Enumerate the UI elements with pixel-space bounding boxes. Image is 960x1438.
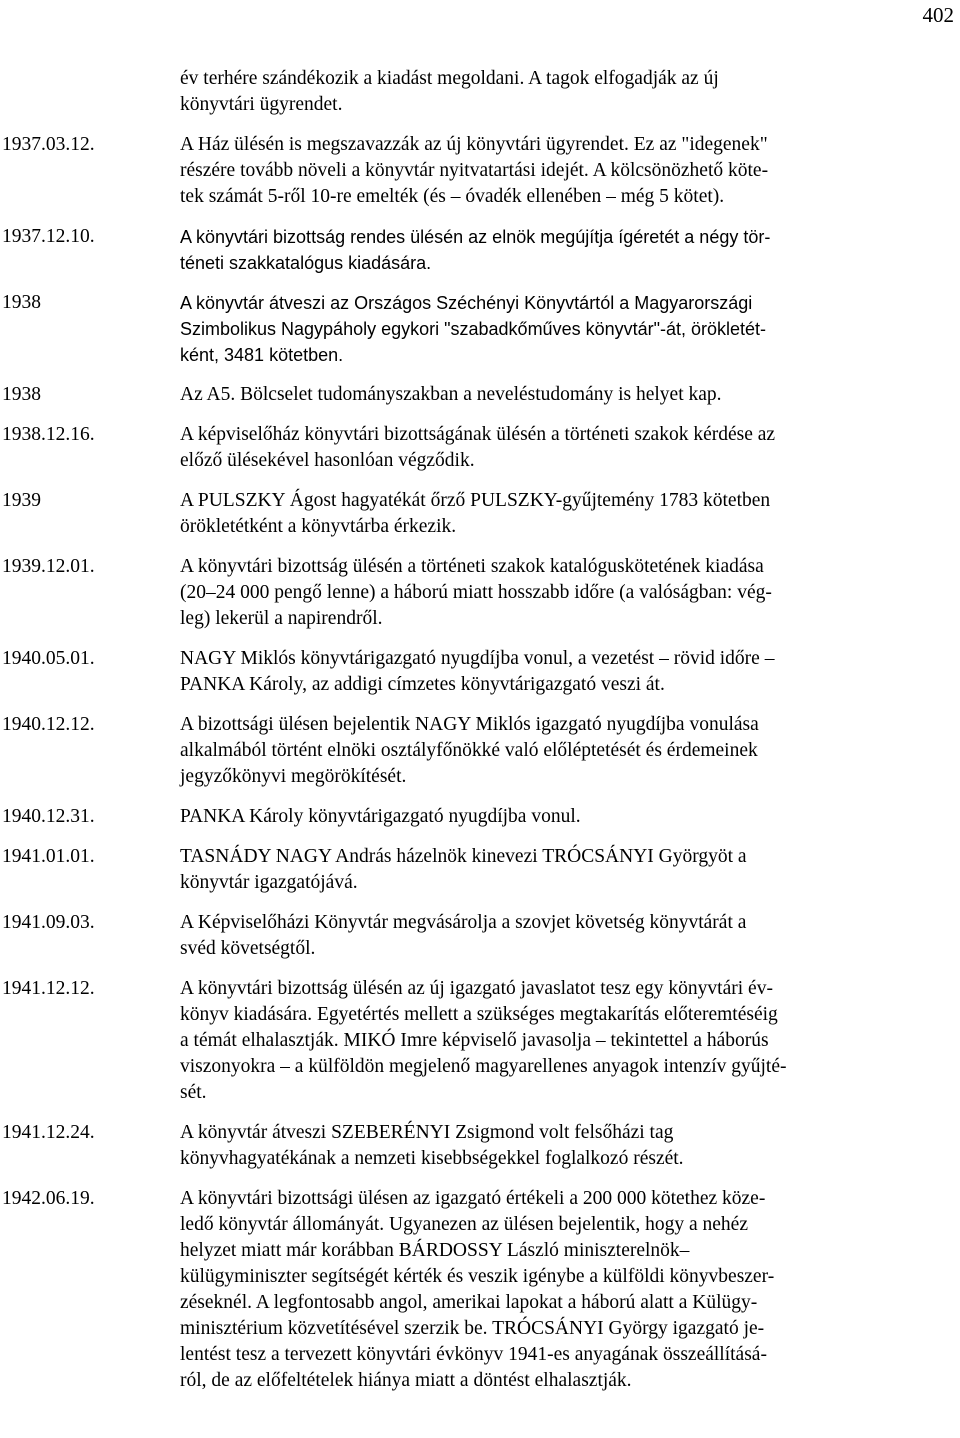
entry-text [180,554,956,632]
entry-date: 1939 [2,490,41,511]
text-line: külügyminiszter segítségét kérték és veszik igénybe a külföldi könyvbeszer- [180,1266,775,1287]
text-line: részére tovább növeli a könyvtár nyitvatartási idejét. A kölcsönözhető köte- [180,160,769,181]
text-line: könyvtár igazgatójává. [180,872,358,893]
entry-text [180,712,956,790]
entry-date: 1938 [2,384,41,405]
entry-date: 1941.01.01. [2,846,95,867]
entry-text [180,1120,956,1172]
text-line: A bizottsági ülésen bejelentik NAGY Miklós igazgató nyugdíjba vonulása [180,714,759,735]
entry-date: 1940.12.12. [2,714,95,735]
text-line: A Ház ülésén is megszavazzák az új könyvtári ügyrendet. Ez az "idegenek" [180,134,768,155]
text-line: Az A5. Bölcselet tudományszakban a neveléstudomány is helyet kap. [180,384,722,405]
chronology-entry [2,382,956,408]
chronology-entry [2,554,956,632]
chronology-entry [2,488,956,540]
entry-date: 1941.12.12. [2,978,95,999]
text-line: A könyvtári bizottság ülésén a történeti szakok katalóguskötetének kiadása [180,556,764,577]
text-line: svéd követségtől. [180,938,316,959]
entry-date: 1937.12.10. [2,226,95,247]
entry-date: 1941.12.24. [2,1122,95,1143]
text-line: év terhére szándékozik a kiadást megoldani. A tagok elfogadják az új [180,68,719,89]
text-line: A könyvtári bizottság rendes ülésén az elnök megújítja ígéretét a négy tör- [180,227,771,247]
text-line: TASNÁDY NAGY András házelnök kinevezi TRÓCSÁNYI Györgyöt a [180,846,747,867]
text-line: tek számát 5-ről 10-re emelték (és – óvadék ellenében – még 5 kötet). [180,186,725,207]
chronology-entry [2,804,956,830]
text-line: viszonyokra – a külföldön megjelenő magyarellenes anyagok intenzív gyűjté- [180,1056,787,1077]
text-line: ról, de az előfeltételek hiánya miatt a döntést elhalasztják. [180,1370,632,1391]
entry-text [180,132,956,210]
text-line: téneti szakkatalógus kiadására. [180,253,432,273]
entry-text [180,422,956,474]
text-line: A könyvtár átveszi SZEBERÉNYI Zsigmond volt felsőházi tag [180,1122,674,1143]
text-line: a témát elhalasztják. MIKÓ Imre képviselő javasolja – tekintettel a háborús [180,1030,769,1051]
entry-date: 1940.05.01. [2,648,95,669]
page-number: 402 [922,3,954,27]
entry-text [180,382,956,408]
entry-text [180,844,956,896]
text-line: A könyvtár átveszi az Országos Széchényi Könyvtártól a Magyarországi [180,293,753,313]
chronology-entry [2,422,956,474]
text-line: A könyvtári bizottság ülésén az új igazgató javaslatot tesz egy könyvtári év- [180,978,773,999]
text-line: zéseknél. A legfontosabb angol, amerikai lapokat a háború alatt a Külügy- [180,1292,758,1313]
entry-text [180,910,956,962]
text-line: sét. [180,1082,207,1103]
text-line: A Képviselőházi Könyvtár megvásárolja a szovjet követség könyvtárát a [180,912,747,933]
text-line: ledő könyvtár állományát. Ugyanezen az ülésen bejelentik, hogy a nehéz [180,1214,748,1235]
entry-text [180,1186,956,1394]
chronology-entry [2,844,956,896]
text-line: helyzet miatt már korábban BÁRDOSSY László miniszterelnök– [180,1240,690,1261]
chronology-entry [2,1186,956,1394]
text-line: (20–24 000 pengő lenne) a háború miatt hosszabb időre (a valóságban: vég- [180,582,772,603]
text-line: PANKA Károly könyvtárigazgató nyugdíjba vonul. [180,806,581,827]
entry-text [180,804,956,830]
entry-text [180,66,956,118]
chronology-entry [2,712,956,790]
entry-date: 1940.12.31. [2,806,95,827]
text-line: NAGY Miklós könyvtárigazgató nyugdíjba vonul, a vezetést – rövid időre – [180,648,775,669]
chronology-entry [2,224,956,276]
text-line: előző ülésekével hasonlóan végződik. [180,450,475,471]
text-line: könyv kiadására. Egyetértés mellett a szükséges megtakarítás előteremtéséig [180,1004,778,1025]
chronology-entry [2,132,956,210]
entry-text [180,646,956,698]
chronology-entry [2,66,956,118]
text-line: ként, 3481 kötetben. [180,345,344,365]
chronology-entry [2,1120,956,1172]
text-line: PANKA Károly, az addigi címzetes könyvtárigazgató veszi át. [180,674,665,695]
text-line: A PULSZKY Ágost hagyatékát őrző PULSZKY-gyűjtemény 1783 kötetben [180,490,771,511]
text-line: Szimbolikus Nagypáholy egykori "szabadkőműves könyvtár"-át, örökletét- [180,319,767,339]
entry-date: 1942.06.19. [2,1188,95,1209]
entry-date: 1941.09.03. [2,912,95,933]
text-line: minisztérium közvetítésével szerzik be. TRÓCSÁNYI György igazgató je- [180,1318,765,1339]
entry-text [180,224,956,276]
chronology-entry [2,976,956,1106]
text-line: lentést tesz a tervezett könyvtári évkönyv 1941-es anyagának összeállításá- [180,1344,767,1365]
text-line: könyvhagyatékának a nemzeti kisebbségekkel foglalkozó részét. [180,1148,684,1169]
chronology-entry [2,646,956,698]
chronology-list [2,66,956,1408]
entry-date: 1938.12.16. [2,424,95,445]
entry-date: 1937.03.12. [2,134,95,155]
entry-date: 1939.12.01. [2,556,95,577]
text-line: alkalmából történt elnöki osztályfőnökké való előléptetését és érdemeinek [180,740,758,761]
entry-text [180,290,956,368]
text-line: leg) lekerül a napirendről. [180,608,383,629]
entry-text [180,488,956,540]
entry-text [180,976,956,1106]
entry-date: 1938 [2,292,41,313]
text-line: örökletétként a könyvtárba érkezik. [180,516,457,537]
chronology-entry [2,290,956,368]
text-line: könyvtári ügyrendet. [180,94,343,115]
chronology-entry [2,910,956,962]
entry-date [2,66,180,118]
text-line: A képviselőház könyvtári bizottságának ülésén a történeti szakok kérdése az [180,424,776,445]
text-line: jegyzőkönyvi megörökítését. [180,766,407,787]
text-line: A könyvtári bizottsági ülésen az igazgató értékeli a 200 000 kötethez köze- [180,1188,766,1209]
